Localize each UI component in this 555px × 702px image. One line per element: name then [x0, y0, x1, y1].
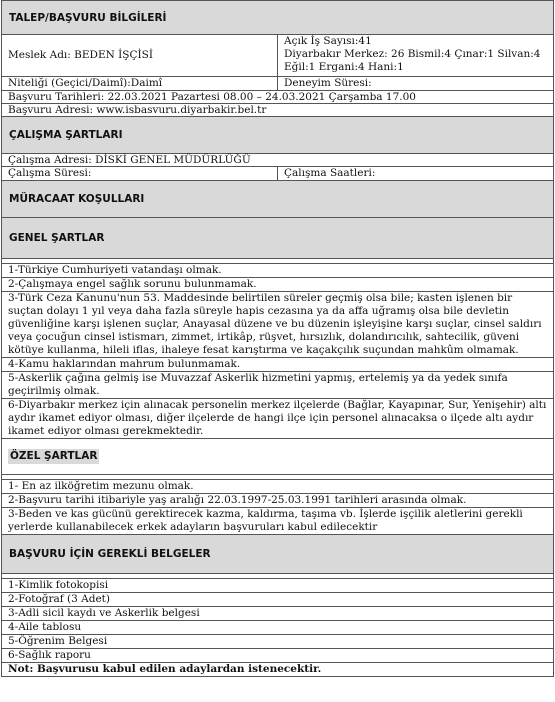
section-title: MÜRACAAT KOŞULLARI — [9, 193, 145, 205]
belge-item — [1, 621, 554, 635]
genel-item — [1, 263, 554, 278]
ozel-item — [1, 479, 554, 494]
genel-item-text: 3-Türk Ceza Kanunu'nun 53. Maddesinde belirtilen süreler geçmiş olsa bile; kasten işlenen bir suçtan dolayı 1 yıl veya daha fazla süreyle hapis cezasına ya da affa uğramış olsa bile devletin güvenliğine karşı işlenen suçlar, Anayasal düzene ve bu düzenin işleyişine karşı suçlar, cinsel saldırı veya çocuğun cinsel istismarı, zimmet, irtikâp, rüşvet, hırsızlık, dolandırıcılık, sahtecilik, güveni kötüye kullanma, hileli iflas, ihaleye fesat karıştırma ve kaçakçılık suçundan mahkûm olmamak. — [8, 292, 542, 356]
section-title: GENEL ŞARTLAR — [9, 232, 105, 244]
ozel-item-text: 1- En az ilköğretim mezunu olmak. — [8, 480, 194, 492]
section-header-ozel — [1, 439, 554, 475]
section-header-muracaat — [1, 181, 554, 218]
genel-item — [1, 292, 554, 358]
nitelik-row — [1, 77, 554, 91]
dagilim-line-1: Diyarbakır Merkez: 26 Bismil:4 Çınar:1 Silvan:4 — [284, 48, 541, 60]
nitelik-text: Niteliği (Geçici/Daimî):Daimî — [8, 77, 163, 89]
calisma-adres-text: Çalışma Adresi: DİSKİ GENEL MÜDÜRLÜĞÜ — [8, 154, 251, 166]
genel-item-text: 4-Kamu haklarından mahrum bulunmamak. — [8, 358, 241, 370]
ozel-item — [1, 494, 554, 508]
genel-item — [1, 278, 554, 292]
section-header-calisma — [1, 117, 554, 154]
ozel-item-text: 3-Beden ve kas gücünü gerektirecek kazma, kaldırma, taşıma vb. İşlerde işçilik aletlerini gerekli yerlerde kullanabilecek erkek adayların başvuruları kabul edilecektir — [8, 508, 523, 533]
adres-text: Başvuru Adresi: www.isbasvuru.diyarbakir.bel.tr — [8, 104, 267, 116]
belge-item — [1, 635, 554, 649]
genel-item — [1, 372, 554, 399]
belge-note — [1, 663, 554, 677]
genel-item-text: 2-Çalışmaya engel sağlık sorunu bulunmamak. — [8, 278, 257, 290]
section-title: ÖZEL ŞARTLAR — [10, 450, 98, 462]
section-title: BAŞVURU İÇİN GEREKLİ BELGELER — [9, 548, 211, 560]
section-header-genel — [1, 218, 554, 259]
nitelik-cell — [2, 77, 278, 90]
belge-item-text: 4-Aile tablosu — [8, 621, 82, 633]
belge-item-text: 1-Kimlik fotokopisi — [8, 579, 109, 591]
calisma-saat-text: Çalışma Saatleri: — [284, 167, 376, 179]
belge-item-text: 6-Sağlık raporu — [8, 649, 91, 661]
job-posting-document — [1, 0, 554, 677]
acik-is-cell — [278, 35, 553, 76]
genel-item — [1, 399, 554, 439]
calisma-sure-cell — [2, 167, 278, 180]
section-title: TALEP/BAŞVURU BİLGİLERİ — [9, 11, 167, 24]
genel-item — [1, 358, 554, 372]
tarih-row — [1, 91, 554, 104]
belge-item — [1, 607, 554, 621]
dagilim-line-2: Eğil:1 Ergani:4 Hani:1 — [284, 61, 404, 73]
meslek-cell — [2, 35, 278, 76]
genel-item-text: 5-Askerlik çağına gelmiş ise Muvazzaf Askerlik hizmetini yapmış, ertelemiş ya da yedek sınıfa geçirilmiş olmak. — [8, 372, 508, 397]
belge-item-text: 2-Fotoğraf (3 Adet) — [8, 593, 110, 605]
acik-is-text: Açık İş Sayısı:41 — [284, 35, 372, 47]
section-header-belgeler — [1, 535, 554, 574]
belge-item-text: 3-Adli sicil kaydı ve Askerlik belgesi — [8, 607, 200, 619]
section-header-talep — [1, 0, 554, 35]
ozel-item — [1, 508, 554, 535]
section-title: ÇALIŞMA ŞARTLARI — [9, 129, 123, 141]
tarih-text: Başvuru Tarihleri: 22.03.2021 Pazartesi 08.00 – 24.03.2021 Çarşamba 17.00 — [8, 91, 416, 103]
belge-note-text: Not: Başvurusu kabul edilen adaylardan istenecektir. — [8, 663, 322, 675]
adres-row — [1, 104, 554, 117]
belge-item-text: 5-Öğrenim Belgesi — [8, 635, 108, 647]
calisma-sure-row — [1, 167, 554, 181]
calisma-adres-row — [1, 154, 554, 167]
deneyim-text: Deneyim Süresi: — [284, 77, 372, 89]
deneyim-cell — [278, 77, 553, 90]
belge-item — [1, 649, 554, 663]
calisma-saat-cell — [278, 167, 553, 180]
genel-item-text: 6-Diyarbakır merkez için alınacak personelin merkez ilçelerde (Bağlar, Kayapınar, Sur, Yenişehir) altı aydır ikamet ediyor olması, diğer ilçelerde de hangi ilçe için personel alınacaksa o ilçede altı aydır ikamet ediyor olması gerekmektedir. — [8, 399, 547, 437]
meslek-text: Meslek Adı: BEDEN İŞÇİSİ — [8, 49, 154, 61]
belge-item — [1, 578, 554, 593]
meslek-row — [1, 35, 554, 77]
belge-item — [1, 593, 554, 607]
genel-item-text: 1-Türkiye Cumhuriyeti vatandaşı olmak. — [8, 264, 222, 276]
calisma-sure-text: Çalışma Süresi: — [8, 167, 92, 179]
ozel-item-text: 2-Başvuru tarihi itibariyle yaş aralığı 22.03.1997-25.03.1991 tarihleri arasında olmak. — [8, 494, 467, 506]
